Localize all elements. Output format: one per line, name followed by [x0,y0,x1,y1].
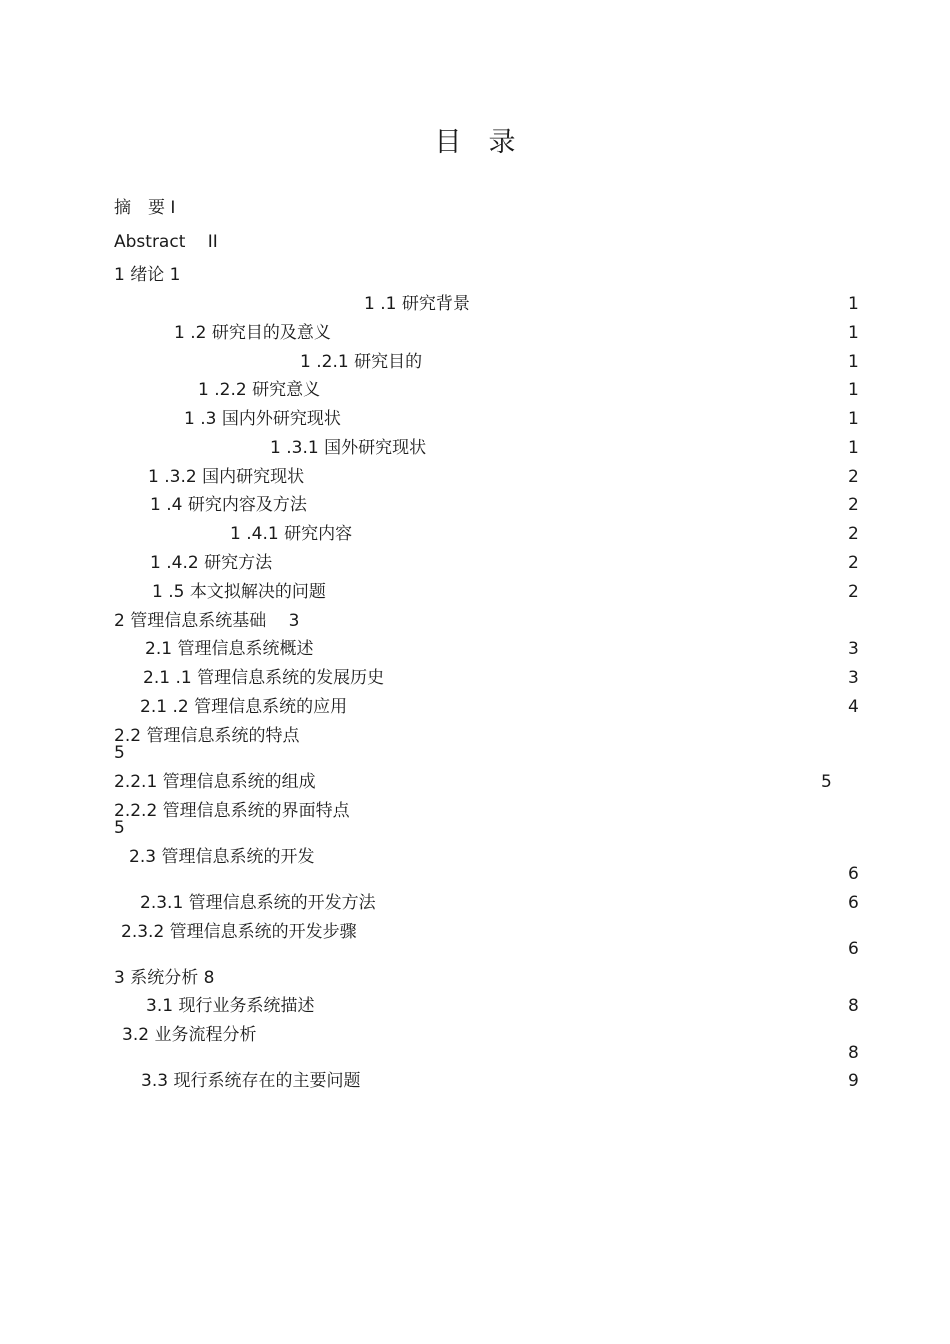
toc-page-number: 5 [114,743,125,763]
toc-entry: 1 .3.2 国内研究现状 [148,467,305,487]
toc-page-number: 5 [114,818,125,838]
toc-page-number: 9 [848,1071,859,1091]
toc-page-number: 8 [848,996,859,1016]
toc-entry: 2.2.2 管理信息系统的界面特点 [114,801,350,821]
toc-entry: 2.2 管理信息系统的特点 [114,726,300,746]
toc-entry: 2.1 .2 管理信息系统的应用 [140,697,348,717]
toc-entry: 1 .2.2 研究意义 [198,380,321,400]
toc-page-number: 6 [848,893,859,913]
toc-page-number: 2 [848,524,859,544]
page-title: 目 录 [434,127,516,158]
toc-entry: 1 .3 国内外研究现状 [184,409,341,429]
toc-entry-chapter-1: 1 绪论 1 [114,265,181,285]
toc-page-number: 2 [848,553,859,573]
toc-page-number: 1 [848,438,859,458]
toc-entry: 3.3 现行系统存在的主要问题 [141,1071,361,1091]
toc-entry: 1 .2.1 研究目的 [300,352,423,372]
toc-entry: 3.2 业务流程分析 [122,1025,257,1045]
toc-entry-chapter-2: 2 管理信息系统基础 3 [114,611,300,631]
toc-entry: 1 .1 研究背景 [364,294,470,314]
toc-page-number: 1 [848,294,859,314]
toc-page-number: 2 [848,495,859,515]
toc-page-number: 5 [821,772,832,792]
toc-page-number: 2 [848,582,859,602]
toc-page-number: 1 [848,352,859,372]
toc-entry: 1 .4.1 研究内容 [230,524,353,544]
toc-page-number: 4 [848,697,859,717]
toc-entry: 1 .5 本文拟解决的问题 [152,582,326,602]
toc-entry: 2.3.2 管理信息系统的开发步骤 [121,922,357,942]
toc-page-number: 8 [848,1043,859,1063]
toc-page-number: 1 [848,323,859,343]
toc-entry: 2.2.1 管理信息系统的组成 [114,772,316,792]
toc-page-number: 2 [848,467,859,487]
toc-page-number: 6 [848,864,859,884]
toc-entry: 2.3.1 管理信息系统的开发方法 [140,893,376,913]
toc-entry: 2.3 管理信息系统的开发 [129,847,315,867]
toc-entry: 1 .4 研究内容及方法 [150,495,307,515]
toc-entry: 1 .2 研究目的及意义 [174,323,331,343]
toc-entry-chapter-3: 3 系统分析 8 [114,968,215,988]
toc-page-number: 1 [848,380,859,400]
toc-page-number: 6 [848,939,859,959]
toc-entry-abstract-cn: 摘 要 I [114,198,176,218]
toc-entry-abstract-en: Abstract II [114,232,218,252]
toc-entry: 2.1 管理信息系统概述 [145,639,314,659]
toc-entry: 1 .3.1 国外研究现状 [270,438,427,458]
toc-entry: 1 .4.2 研究方法 [150,553,273,573]
toc-entry: 2.1 .1 管理信息系统的发展历史 [143,668,385,688]
toc-page-number: 3 [848,668,859,688]
toc-page-number: 3 [848,639,859,659]
toc-entry: 3.1 现行业务系统描述 [146,996,315,1016]
toc-page-number: 1 [848,409,859,429]
